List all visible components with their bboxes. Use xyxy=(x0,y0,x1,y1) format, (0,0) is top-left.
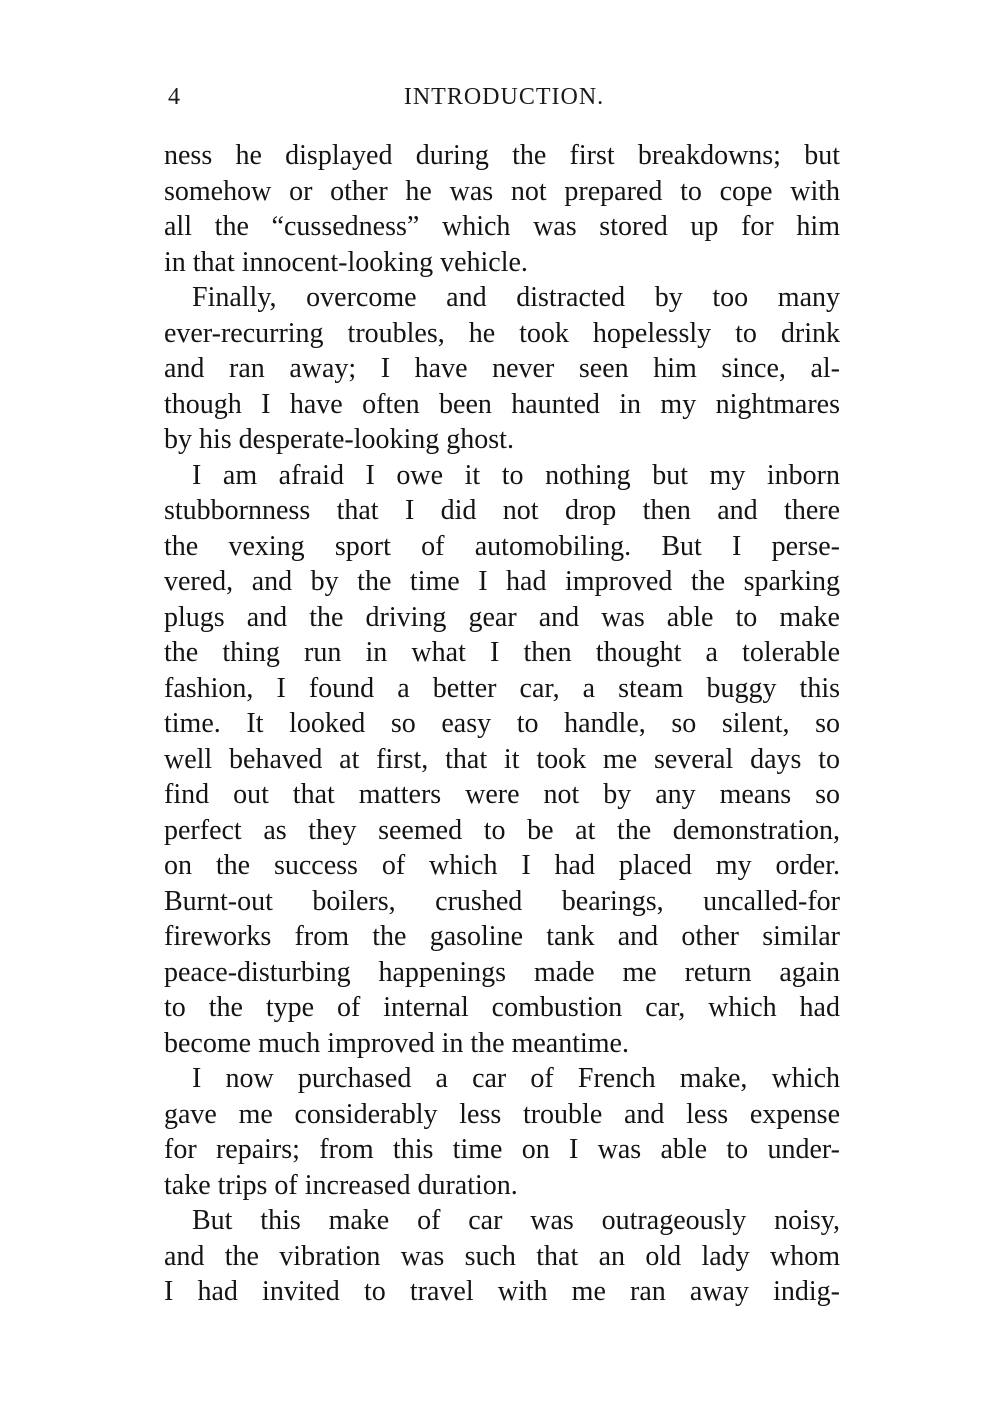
page-number: 4 xyxy=(168,84,180,110)
text-line: in that innocent-looking vehicle. xyxy=(164,246,528,278)
text-line: ever-recurring troubles, he took hopelessly to drink xyxy=(164,317,840,349)
text-line: perfect as they seemed to be at the demonstration, xyxy=(164,814,840,846)
text-line: become much improved in the meantime. xyxy=(164,1027,629,1059)
paragraph-1 xyxy=(164,138,840,280)
text-line: fashion, I found a better car, a steam buggy this xyxy=(164,672,840,704)
text-line: I now purchased a car of French make, which xyxy=(192,1063,840,1094)
text-line: and the vibration was such that an old lady whom xyxy=(164,1240,840,1272)
page-header xyxy=(168,84,840,120)
text-line: I am afraid I owe it to nothing but my inborn xyxy=(192,459,840,491)
text-line: somehow or other he was not prepared to cope with xyxy=(164,175,840,207)
running-head: INTRODUCTION. xyxy=(403,84,605,110)
text-line: for repairs; from this time on I was able to under- xyxy=(164,1134,840,1165)
text-line: find out that matters were not by any means so xyxy=(164,779,840,810)
text-line: ness he displayed during the first breakdowns; but xyxy=(164,140,840,171)
paragraph-4 xyxy=(164,1061,840,1203)
body-text xyxy=(164,138,840,1310)
text-line: But this make of car was outrageously noisy, xyxy=(192,1205,840,1236)
paragraph-5 xyxy=(164,1203,840,1310)
paragraph-2 xyxy=(164,280,840,458)
text-line: take trips of increased duration. xyxy=(164,1169,518,1201)
text-line: by his desperate-looking ghost. xyxy=(164,424,514,455)
text-line: all the “cussedness” which was stored up for him xyxy=(164,211,840,242)
text-line: well behaved at first, that it took me several days to xyxy=(164,743,840,775)
text-line: fireworks from the gasoline tank and other similar xyxy=(164,921,840,952)
text-line: vered, and by the time I had improved the sparking xyxy=(164,566,840,597)
text-line: Finally, overcome and distracted by too many xyxy=(192,282,840,313)
text-line: time. It looked so easy to handle, so silent, so xyxy=(164,708,840,739)
text-line: plugs and the driving gear and was able to make xyxy=(164,601,840,633)
text-line: on the success of which I had placed my order. xyxy=(164,850,840,881)
text-line: stubbornness that I did not drop then and there xyxy=(164,495,840,526)
text-line: though I have often been haunted in my nightmares xyxy=(164,388,840,420)
text-line: and ran away; I have never seen him since, al- xyxy=(164,353,840,384)
text-line: Burnt-out boilers, crushed bearings, uncalled-for xyxy=(164,885,840,917)
text-line: to the type of internal combustion car, which had xyxy=(164,992,840,1023)
paragraph-3 xyxy=(164,458,840,1062)
text-line: I had invited to travel with me ran away indig- xyxy=(164,1276,840,1307)
text-line: the thing run in what I then thought a tolerable xyxy=(164,637,840,668)
text-line: gave me considerably less trouble and less expense xyxy=(164,1098,840,1130)
text-line: peace-disturbing happenings made me return again xyxy=(164,956,840,988)
text-line: the vexing sport of automobiling. But I perse- xyxy=(164,530,840,562)
